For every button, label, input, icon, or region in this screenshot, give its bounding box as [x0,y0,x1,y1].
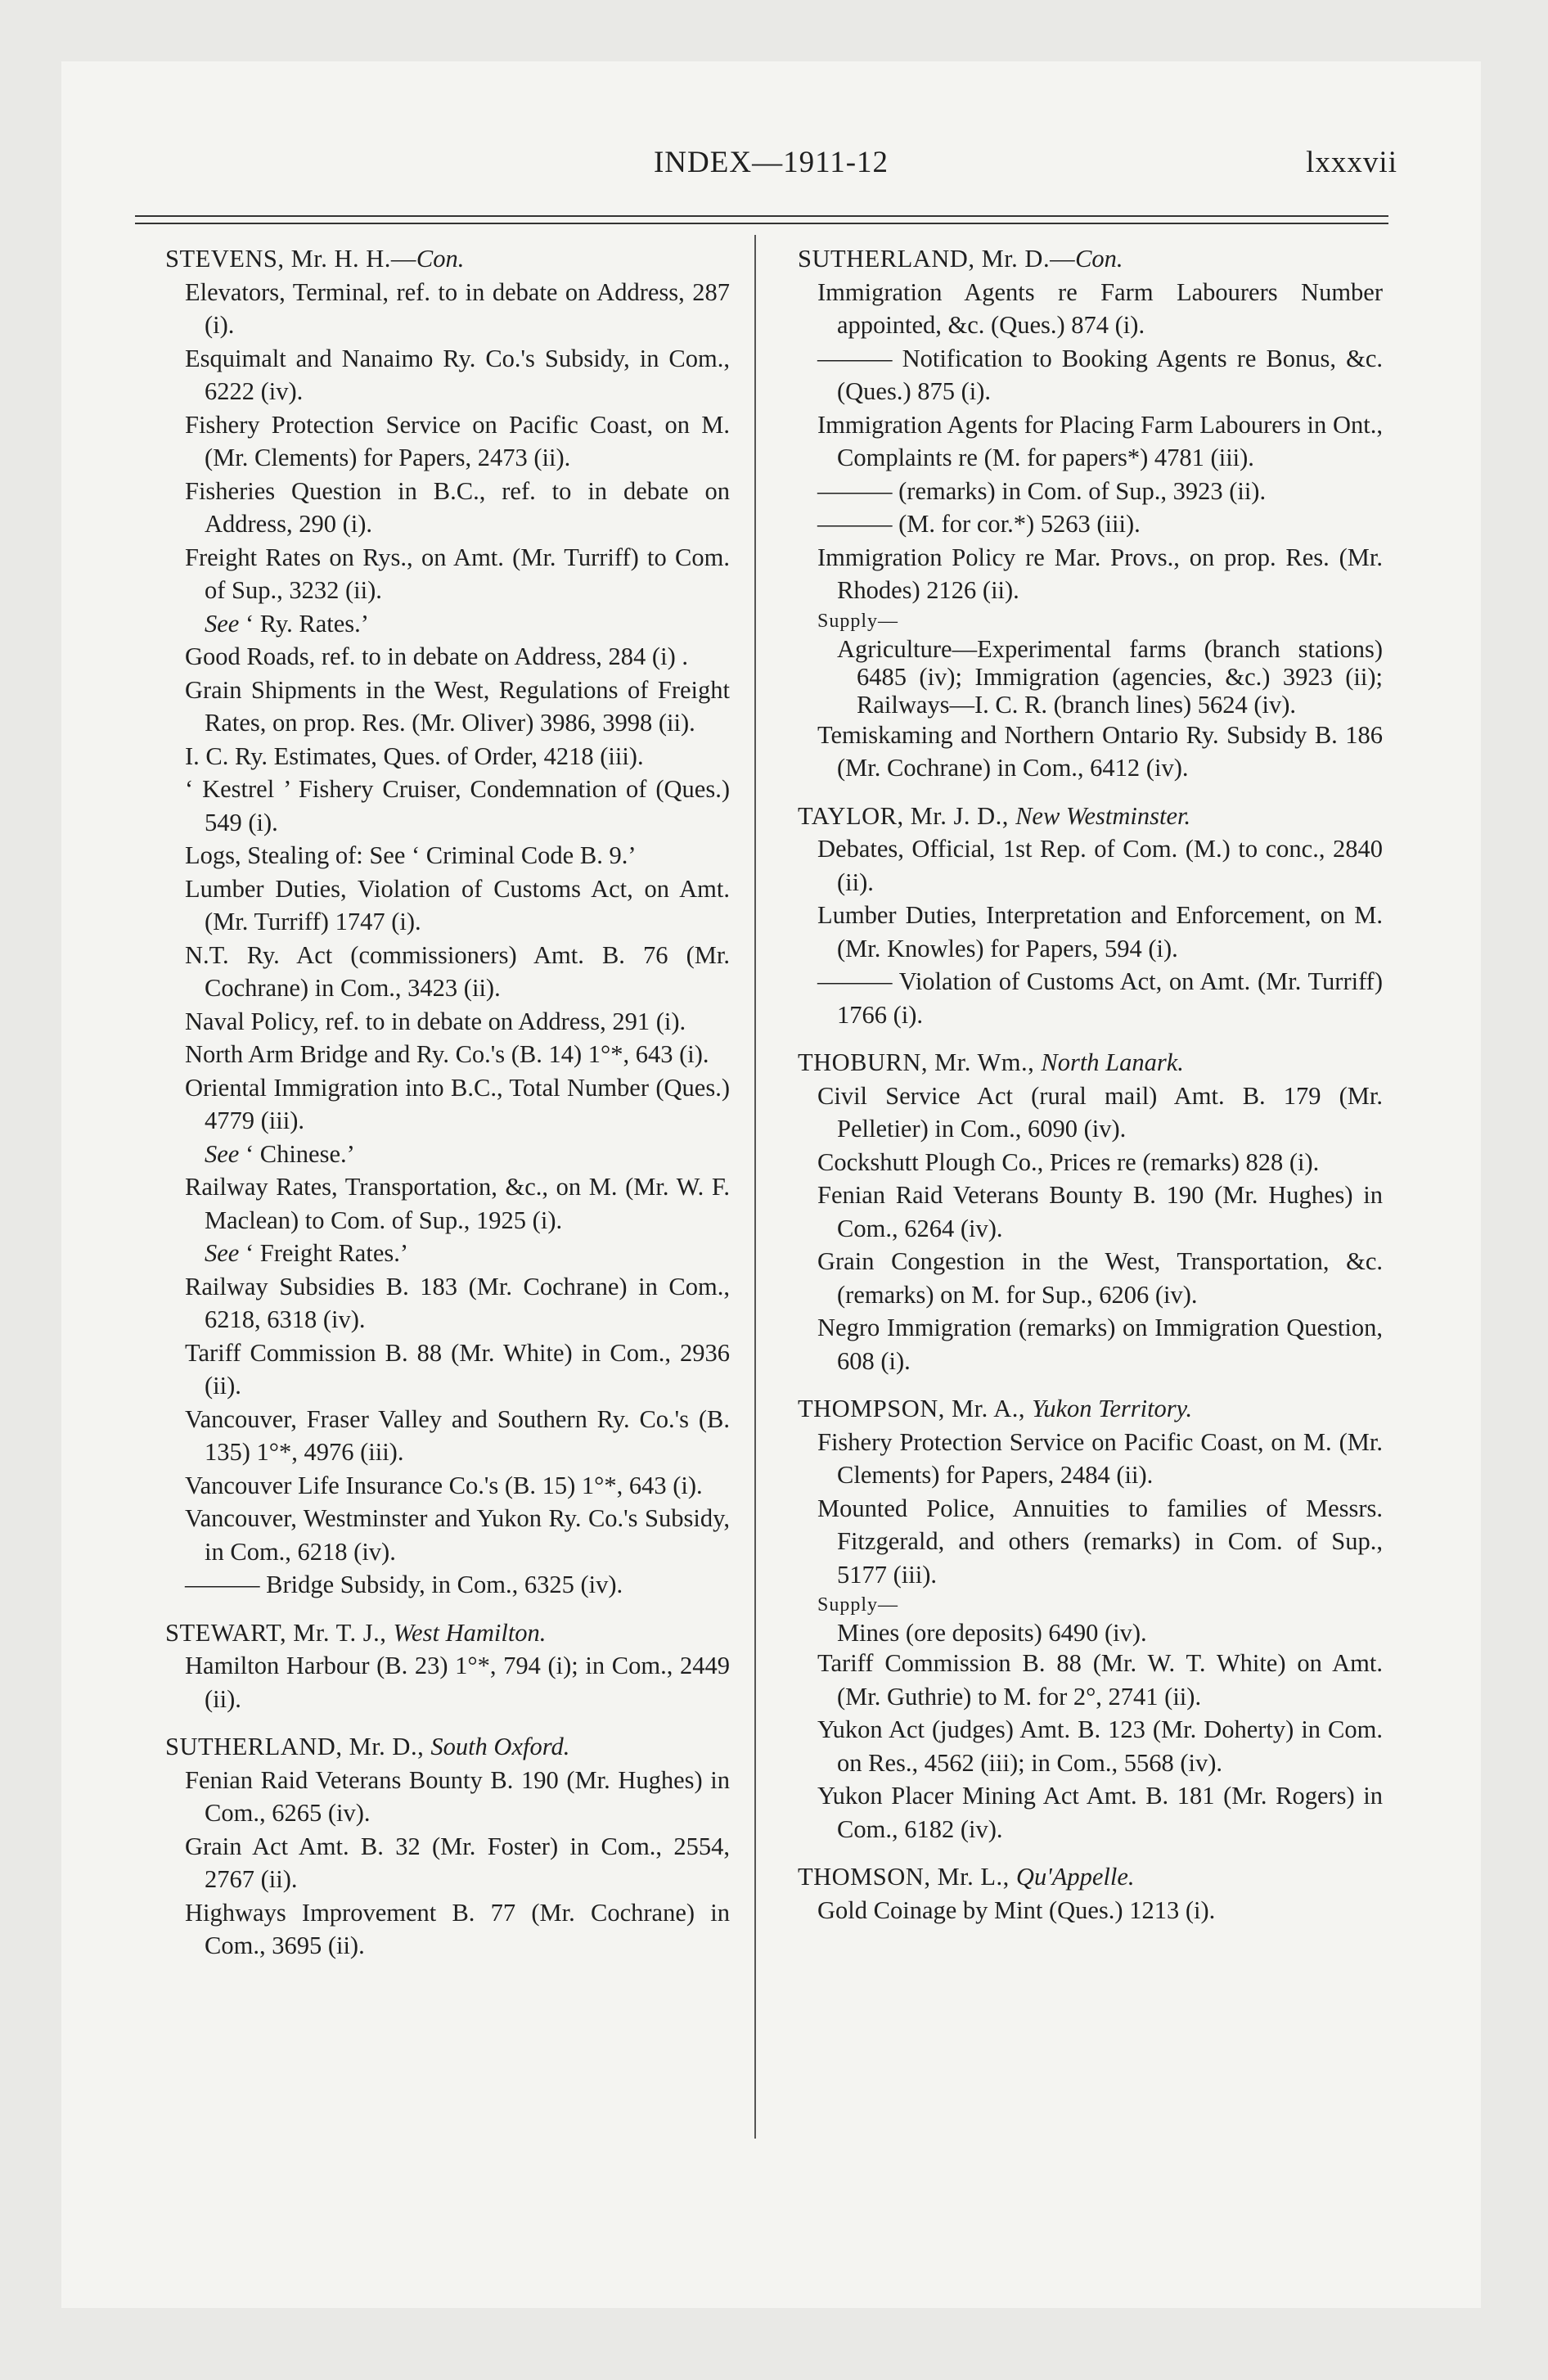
index-entry: Lumber Duties, Violation of Customs Act, on Amt. (Mr. Turriff) 1747 (i). [185,874,730,935]
index-entry: ——— (remarks) in Com. of Sup., 3923 (ii). [817,476,1267,505]
member-name: THOMPSON, Mr. A., [798,1395,1033,1422]
member-constituency: Yukon Territory. [1032,1395,1193,1422]
index-entry: Lumber Duties, Interpretation and Enforcement, on M. (Mr. Knowles) for Papers, 594 (i). [817,901,1383,962]
index-entry: Fenian Raid Veterans Bounty B. 190 (Mr. Hughes) in Com., 6265 (iv). [185,1765,730,1827]
member-constituency: West Hamilton. [393,1618,547,1647]
member-name: THOBURN, Mr. Wm., [798,1048,1042,1076]
index-entry: Railway Rates, Transportation, &c., on M. (Mr. W. F. Maclean) to Com. of Sup., 1925 (i). [185,1173,730,1234]
index-entry: Logs, Stealing of: See ‘ Criminal Code B. 9.’ [185,841,637,869]
member-name: THOMSON, Mr. L., [798,1863,1016,1891]
left-column [165,242,730,1977]
see-reference [165,1237,730,1270]
index-entry: Yukon Act (judges) Amt. B. 123 (Mr. Doherty) in Com. on Res., 4562 (iii); in Com., 5568 (iv). [817,1715,1383,1777]
index-entry: Vancouver, Westminster and Yukon Ry. Co.'s Subsidy, in Com., 6218 (iv). [185,1504,730,1566]
header-rule-bottom [135,223,1388,224]
index-entry: Agriculture—Experimental farms (branch stations) 6485 (iv); Immigration (agencies, &c.) 3923 (ii); Railways—I. C. R. (branch lines) 5624 (iv). [837,634,1383,719]
index-entry: Fisheries Question in B.C., ref. to in debate on Address, 290 (i). [185,476,730,538]
member-constituency: Qu'Appelle. [1015,1863,1135,1891]
index-entry: ‘ Kestrel ’ Fishery Cruiser, Condemnation of (Ques.) 549 (i). [185,775,730,836]
supply-label: Supply— [817,1594,899,1616]
member-block [798,800,1383,1032]
index-entry: North Arm Bridge and Ry. Co.'s (B. 14) 1°*, 643 (i). [185,1040,709,1068]
member-heading [165,1730,730,1764]
index-entry: Debates, Official, 1st Rep. of Com. (M.) to conc., 2840 (ii). [817,835,1383,896]
index-entry: ——— Bridge Subsidy, in Com., 6325 (iv). [185,1571,623,1598]
supply-label: Supply— [817,610,899,632]
member-heading [798,1046,1383,1080]
index-entry: Fishery Protection Service on Pacific Coast, on M. (Mr. Clements) for Papers, 2473 (ii). [185,410,730,471]
member-constituency: Con. [1075,245,1123,273]
index-entry: Mounted Police, Annuities to families of Messrs. Fitzgerald, and others (remarks) in Com. of Sup., 5177 (iii). [817,1494,1383,1589]
index-entry: Grain Act Amt. B. 32 (Mr. Foster) in Com., 2554, 2767 (ii). [185,1832,730,1893]
index-entry: Railway Subsidies B. 183 (Mr. Cochrane) in Com., 6218, 6318 (iv). [185,1272,730,1333]
member-block [165,1616,730,1716]
member-block [798,1860,1383,1927]
index-entry: Oriental Immigration into B.C., Total Number (Ques.) 4779 (iii). [185,1073,730,1134]
page-number: lxxxvii [1306,146,1397,179]
index-entry: ——— Violation of Customs Act, on Amt. (Mr. Turriff) 1766 (i). [817,967,1383,1029]
index-entry: Mines (ore deposits) 6490 (iv). [837,1619,1147,1647]
see-label: See [205,1239,240,1267]
member-block [798,242,1383,785]
index-entry: Tariff Commission B. 88 (Mr. White) in Com., 2936 (ii). [185,1338,730,1400]
member-constituency: New Westminster. [1015,801,1191,830]
member-block [798,1392,1383,1846]
column-divider [754,235,756,2139]
index-entry: Tariff Commission B. 88 (Mr. W. T. White) on Amt. (Mr. Guthrie) to M. for 2°, 2741 (ii). [817,1649,1383,1711]
index-entry: Civil Service Act (rural mail) Amt. B. 179 (Mr. Pelletier) in Com., 6090 (iv). [817,1081,1383,1143]
index-entry: Fenian Raid Veterans Bounty B. 190 (Mr. Hughes) in Com., 6264 (iv). [817,1181,1383,1242]
member-heading [165,242,730,276]
index-entry: Freight Rates on Rys., on Amt. (Mr. Turriff) to Com. of Sup., 3232 (ii). [185,543,730,604]
member-constituency: South Oxford. [430,1733,570,1760]
index-entry: I. C. Ry. Estimates, Ques. of Order, 4218 (iii). [185,741,644,770]
member-block [165,1730,730,1963]
member-name: STEVENS, Mr. H. H.— [165,245,416,273]
see-target: ‘ Freight Rates.’ [239,1239,409,1267]
index-entry: Grain Congestion in the West, Transportation, &c. (remarks) on M. for Sup., 6206 (iv). [817,1247,1383,1309]
see-reference [165,607,730,641]
header-rule-top [135,215,1388,217]
index-entry: Gold Coinage by Mint (Ques.) 1213 (i). [817,1895,1216,1924]
index-entry: Grain Shipments in the West, Regulations of Freight Rates, on prop. Res. (Mr. Oliver) 3986, 3998 (ii). [185,675,730,737]
member-heading [798,1392,1383,1426]
index-entry: Negro Immigration (remarks) on Immigration Question, 608 (i). [817,1314,1383,1375]
see-label: See [205,1139,240,1168]
member-heading [798,800,1383,833]
index-entry: ——— (M. for cor.*) 5263 (iii). [817,510,1141,538]
index-entry: Cockshutt Plough Co., Prices re (remarks) 828 (i). [817,1147,1320,1176]
index-entry: Highways Improvement B. 77 (Mr. Cochrane) in Com., 3695 (ii). [185,1898,730,1959]
member-name: TAYLOR, Mr. J. D., [798,801,1016,830]
member-constituency: North Lanark. [1041,1048,1184,1076]
index-entry: Fishery Protection Service on Pacific Coast, on M. (Mr. Clements) for Papers, 2484 (ii). [817,1427,1383,1489]
index-entry: Naval Policy, ref. to in debate on Address, 291 (i). [185,1007,686,1035]
index-page [61,61,1481,2308]
member-block [165,242,730,1602]
member-block [798,1046,1383,1377]
member-name: SUTHERLAND, Mr. D.— [798,245,1076,273]
member-heading [798,242,1383,276]
index-entry: ——— Notification to Booking Agents re Bonus, &c. (Ques.) 875 (i). [817,344,1383,405]
see-reference [165,1138,730,1171]
index-entry: Immigration Policy re Mar. Provs., on prop. Res. (Mr. Rhodes) 2126 (ii). [817,543,1383,604]
member-name: SUTHERLAND, Mr. D., [165,1733,431,1760]
index-entry: Temiskaming and Northern Ontario Ry. Subsidy B. 186 (Mr. Cochrane) in Com., 6412 (iv). [817,720,1383,782]
index-entry: Hamilton Harbour (B. 23) 1°*, 794 (i); in Com., 2449 (ii). [185,1652,730,1713]
index-entry: Esquimalt and Nanaimo Ry. Co.'s Subsidy, in Com., 6222 (iv). [185,344,730,405]
member-constituency: Con. [416,245,465,273]
member-heading [798,1860,1383,1894]
see-label: See [205,609,240,638]
index-entry: Immigration Agents for Placing Farm Labourers in Ont., Complaints re (M. for papers*) 4781 (iii). [817,410,1383,471]
see-target: ‘ Chinese.’ [239,1139,355,1168]
see-target: ‘ Ry. Rates.’ [239,609,369,638]
member-heading [165,1616,730,1650]
index-entry: Vancouver, Fraser Valley and Southern Ry. Co.'s (B. 135) 1°*, 4976 (iii). [185,1404,730,1466]
index-entry: Elevators, Terminal, ref. to in debate on Address, 287 (i). [185,277,730,339]
index-entry: Immigration Agents re Farm Labourers Number appointed, &c. (Ques.) 874 (i). [817,277,1383,339]
index-entry: Vancouver Life Insurance Co.'s (B. 15) 1°*, 643 (i). [185,1471,703,1499]
page-title: INDEX—1911-12 [653,146,889,179]
member-name: STEWART, Mr. T. J., [165,1618,394,1647]
index-entry: Good Roads, ref. to in debate on Address, 284 (i) . [185,642,688,670]
right-column [798,242,1383,1941]
index-entry: Yukon Placer Mining Act Amt. B. 181 (Mr. Rogers) in Com., 6182 (iv). [817,1782,1383,1843]
index-entry: N.T. Ry. Act (commissioners) Amt. B. 76 (Mr. Cochrane) in Com., 3423 (ii). [185,940,730,1002]
